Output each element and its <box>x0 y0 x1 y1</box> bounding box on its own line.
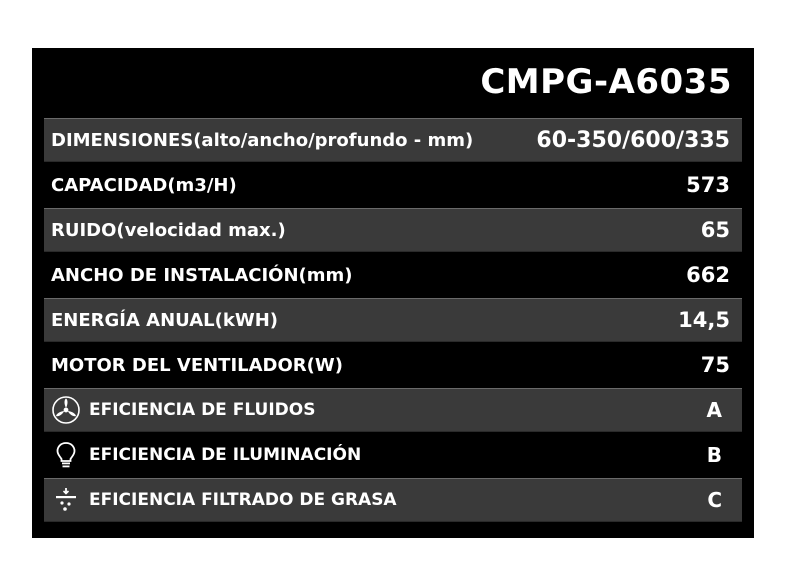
model-title: CMPG-A6035 <box>480 62 732 102</box>
fan-icon <box>51 395 81 425</box>
spec-value: 14,5 <box>678 308 730 332</box>
spec-row-fluid-efficiency <box>44 388 742 432</box>
spec-row-grease-filter-efficiency <box>44 478 742 522</box>
spec-value: 75 <box>700 353 730 377</box>
spec-label: EFICIENCIA DE ILUMINACIÓN <box>89 445 362 465</box>
spec-label: EFICIENCIA FILTRADO DE GRASA <box>89 490 397 510</box>
spec-label: MOTOR DEL VENTILADOR(W) <box>51 354 343 376</box>
spec-label: DIMENSIONES(alto/ancho/profundo - mm) <box>51 129 474 151</box>
spec-row-annual-energy <box>44 298 742 342</box>
spec-value: 662 <box>686 263 730 287</box>
spec-panel <box>32 48 754 538</box>
grease-filter-icon <box>51 485 81 515</box>
spec-value: 60-350/600/335 <box>536 127 730 153</box>
spec-label: CAPACIDAD(m3/H) <box>51 174 237 196</box>
spec-row-lighting-efficiency <box>44 433 742 477</box>
spec-label: ENERGÍA ANUAL(kWH) <box>51 309 278 331</box>
spec-row-fan-motor <box>44 343 742 387</box>
spec-row-dimensions <box>44 118 742 162</box>
spec-value: 573 <box>686 173 730 197</box>
spec-table <box>44 118 742 523</box>
spec-row-install-width <box>44 253 742 297</box>
spec-label: RUIDO(velocidad max.) <box>51 219 286 241</box>
spec-row-noise <box>44 208 742 252</box>
spec-row-capacity <box>44 163 742 207</box>
spec-value: B <box>706 443 722 467</box>
lightbulb-icon <box>51 440 81 470</box>
spec-value: A <box>706 398 722 422</box>
spec-value: 65 <box>700 218 730 242</box>
spec-label: ANCHO DE INSTALACIÓN(mm) <box>51 264 353 286</box>
spec-label: EFICIENCIA DE FLUIDOS <box>89 400 316 420</box>
spec-value: C <box>707 488 722 512</box>
